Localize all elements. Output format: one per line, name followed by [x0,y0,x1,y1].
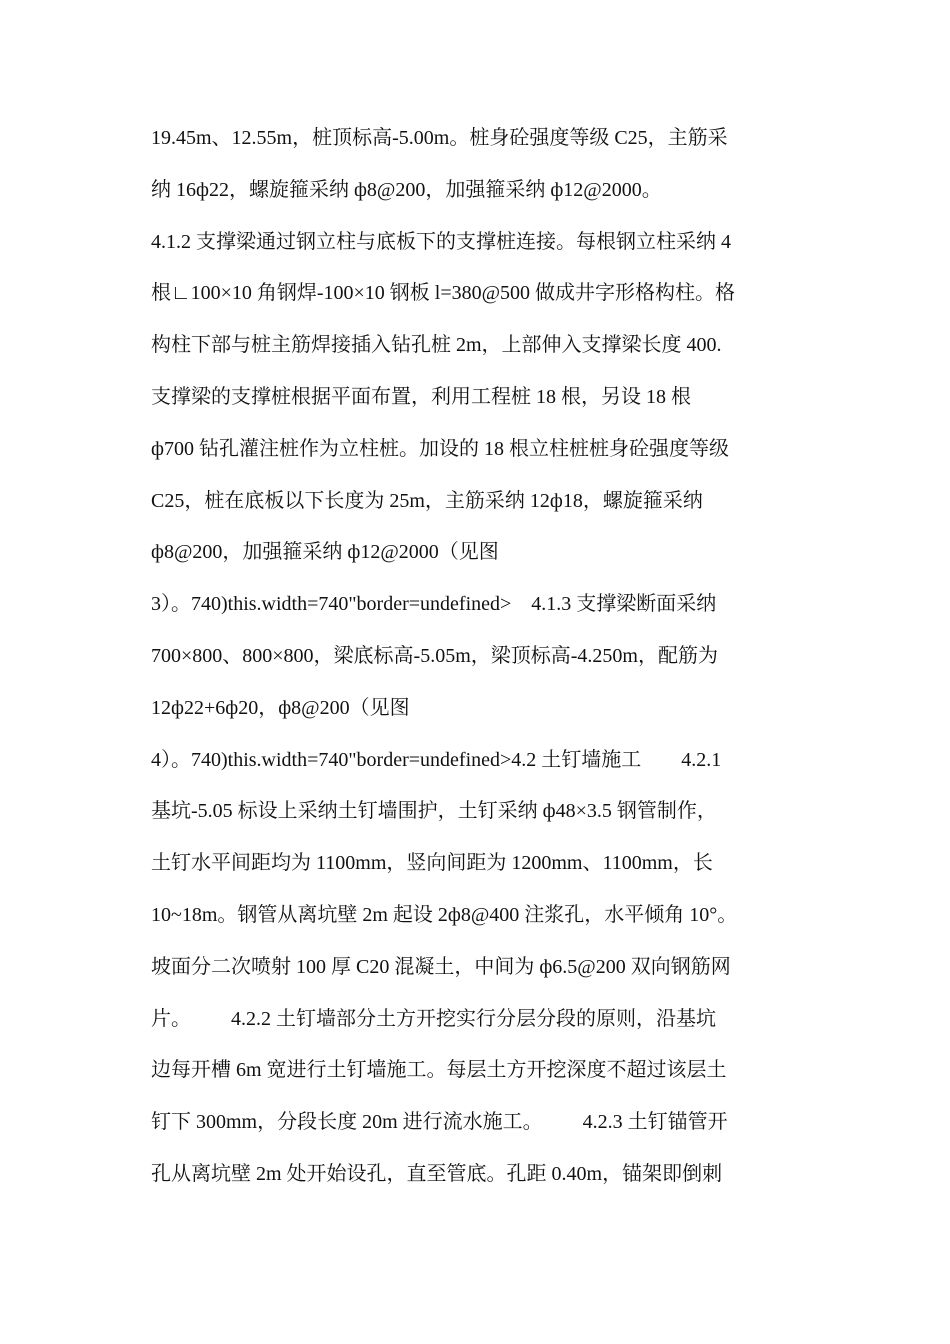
text-line: 基坑-5.05 标设上采纳土钉墙围护，土钉采纳 ф48×3.5 钢管制作， [151,800,717,823]
text-line: 10~18m。钢管从离坑壁 2m 起设 2ф8@400 注浆孔，水平倾角 10°。 [151,903,738,926]
text-line: 片。 4.2.2 土钉墙部分土方开挖实行分层分段的原则，沿基坑 [151,1007,716,1030]
text-line: ф8@200，加强箍采纳 ф12@2000（见图 [151,541,499,564]
text-line: 19.45m、12.55m，桩顶标高-5.00m。桩身砼强度等级 C25，主筋采 [151,127,728,149]
text-line: 3）。740)this.width=740"border=undefined> 4.1.3 支撑梁断面采纳 [151,593,717,616]
text-line: 700×800、800×800，梁底标高-5.05m，梁顶标高-4.250m，配筋为 [151,644,718,667]
text-line: 4.1.2 支撑梁通过钢立柱与底板下的支撑桩连接。每根钢立柱采纳 4 [151,230,731,253]
text-line: 土钉水平间距均为 1100mm，竖向间距为 1200mm、1100mm，长 [151,852,713,875]
text-line: ф700 钻孔灌注桩作为立柱桩。加设的 18 根立柱桩桩身砼强度等级 [151,437,729,460]
text-line: 钉下 300mm，分段长度 20m 进行流水施工。 4.2.3 土钉锚管开 [151,1111,728,1134]
body-text [151,118,811,1206]
text-line: 纳 16ф22，螺旋箍采纳 ф8@200，加强箍采纳 ф12@2000。 [151,178,662,201]
text-line: 支撑梁的支撑桩根据平面布置，利用工程桩 18 根，另设 18 根 [151,385,691,408]
text-line: 4）。740)this.width=740"border=undefined>4.2 土钉墙施工 4.2.1 [151,748,722,771]
text-line: 孔从离坑壁 2m 处开始设孔，直至管底。孔距 0.40m，锚架即倒刺 [151,1162,723,1185]
text-line: C25，桩在底板以下长度为 25m，主筋采纳 12ф18，螺旋箍采纳 [151,489,703,512]
text-line: 12ф22+6ф20，ф8@200（见图 [151,696,410,719]
text-line: 边每开槽 6m 宽进行土钉墙施工。每层土方开挖深度不超过该层土 [151,1059,727,1082]
text-line: 构柱下部与桩主筋焊接插入钻孔桩 2m，上部伸入支撑梁长度 400. [151,334,722,357]
text-line: 坡面分二次喷射 100 厚 C20 混凝土，中间为 ф6.5@200 双向钢筋网 [151,955,731,978]
text-line: 根∟100×10 角钢焊-100×10 钢板 l=380@500 做成井字形格构柱。格 [151,282,736,305]
